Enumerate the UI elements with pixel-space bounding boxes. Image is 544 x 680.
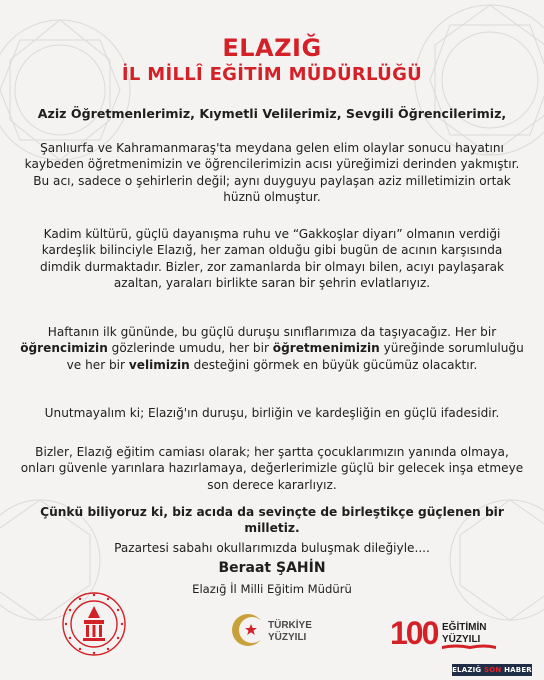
book-icon: [442, 645, 496, 650]
paragraph-3-text-1: Haftanın ilk gününde, bu güçlü duruşu sınıflarımıza da taşıyacağız. Her bir: [47, 325, 497, 339]
signer-name: Beraat ŞAHİN: [218, 560, 326, 576]
yuzyili-text: YÜZYILI: [268, 632, 307, 643]
brand-part-1: ELAZIĞ: [452, 666, 482, 674]
highlight-parents: velimizin: [128, 357, 190, 372]
century-number: 100: [390, 615, 438, 651]
highlight-teachers: öğretmenimizin: [272, 341, 380, 356]
highlight-students: öğrencimizin: [20, 341, 108, 356]
paragraph-3-text-3: yüreğinde sorumluluğu ve her bir: [66, 341, 524, 372]
century-line-2: YÜZYILI: [442, 634, 481, 645]
watermark-brand: [452, 664, 532, 676]
letter-paragraph-5: Bizler, Elazığ eğitim camiası olarak; her şartta çocuklarımızın yanında olmaya, onları güvenle yarınlara hazırlamaya, değerlerimizle güçlü bir gelecek inşa etmeye son derece kararlıyız.: [20, 445, 524, 492]
signer-title: Elazığ İl Milli Eğitim Müdürü: [192, 582, 352, 596]
letter-paragraph-7: Pazartesi sabahı okullarımızda buluşmak dileğiyle....: [114, 541, 430, 555]
paragraph-3-text-4: desteğini görmek en büyük gücümüz olacaktır.: [189, 357, 478, 372]
page-subtitle: İL MİLLÎ EĞİTİM MÜDÜRLÜĞÜ: [121, 64, 423, 85]
letter-salutation: Aziz Öğretmenlerimiz, Kıymetli Velilerimiz, Sevgili Öğrencilerimiz,: [37, 106, 507, 121]
egitimin-yuzyili-logo: [390, 612, 500, 652]
turkiye-yuzyili-logo: [230, 608, 320, 652]
turkiye-text: TÜRKİYE: [268, 620, 312, 631]
letter-paragraph-6: Çünkü biliyoruz ki, biz acıda da sevinçte de birleştikçe güçlenen bir milletiz.: [40, 505, 504, 536]
letter-paragraph-4: Unutmayalım ki; Elazığ'ın duruşu, birliğin ve kardeşliğin en güçlü ifadesidir.: [44, 406, 500, 420]
century-line-1: EĞİTİMİN: [442, 622, 487, 633]
letter-paragraph-1: Şanlıurfa ve Kahramanmaraş'ta meydana gelen elim olaylar sonucu hayatını kaybeden öğretmenimizin ve öğrencilerimizin acısı yüreğimizi derinden yakmıştır. Bu acı, sadece o şehirlerin değil; aynı duyguyu paylaşan aziz milletimizin ortak hüznü olmuştur.: [24, 141, 520, 205]
page-title: ELAZIĞ: [222, 34, 322, 62]
letter-paragraph-3: [20, 324, 524, 373]
brand-part-3: HABER: [504, 666, 532, 674]
meb-seal-logo: [60, 590, 128, 658]
letter-paragraph-2: Kadim kültürü, güçlü dayanışma ruhu ve “Gakkoşlar diyarı” olmanın verdiği kardeşlik bilinciyle Elazığ, her zaman olduğu gibi bugün de acının karşısında dimdik durmaktadır. Bizler, zor zamanlarda bir olmayı bilen, acıyı paylaşarak azaltan, yaraları birlikte saran bir şehrin evlatlarıyız.: [39, 227, 505, 291]
crescent-star-icon: [232, 614, 265, 646]
brand-part-2: SON: [484, 666, 502, 674]
paragraph-3-text-2: gözlerinde umudu, her bir: [107, 341, 273, 356]
